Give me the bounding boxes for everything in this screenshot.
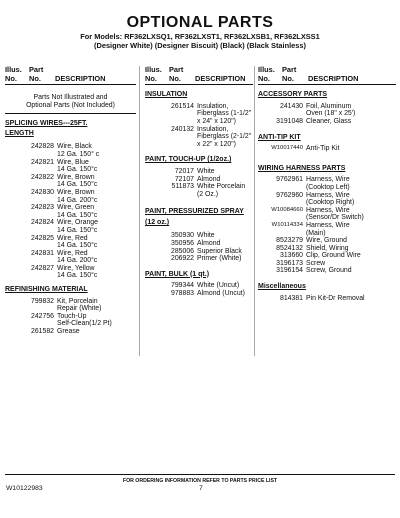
part-row [145,168,253,176]
part-row [5,235,136,250]
part-number: 3196173 [276,259,303,267]
part-row [145,126,253,149]
part-number: 242823 [31,204,54,212]
not-illustrated-note: Parts Not Illustrated and Optional Parts (Not Included) [5,91,136,114]
part-description: Harness, Wire (Main) [306,221,350,237]
part-description: Wire, Yellow 14 Ga. 150°c [57,264,98,280]
part-number: 242827 [31,264,54,272]
part-number: 242824 [31,219,54,227]
part-number: 242822 [31,173,54,181]
part-row [5,298,136,313]
section-title: Miscellaneous [258,283,306,291]
models-line: For Models: RF362LXSQ1, RF362LXST1, RF362LXSB1, RF362LXSS1 [80,32,320,41]
part-number: 799344 [171,282,194,290]
section-title: ANTI-TIP KIT [258,133,301,141]
part-number: 511873 [171,183,194,191]
part-header: Part No. [282,65,297,83]
description-header: DESCRIPTION [308,73,359,83]
part-number: W10114334 [271,221,303,228]
part-number: 242830 [31,188,54,196]
part-description: Touch-Up Self-Clean(1/2 Pt) [57,312,112,328]
part-row [258,192,396,207]
part-description: Grease [57,328,80,336]
part-row [5,219,136,234]
section-title: PAINT, BULK (1 qt.) [145,270,210,278]
description-header: DESCRIPTION [55,73,106,83]
part-number: 9762960 [276,191,303,199]
part-row [145,176,253,184]
part-description: Superior Black [197,247,242,255]
part-row [258,145,396,153]
part-row [145,183,253,198]
part-description: Cleaner, Glass [306,117,352,125]
description-header: DESCRIPTION [195,73,246,83]
section-title: ACCESSORY PARTS [258,91,328,99]
part-row [258,260,396,268]
part-number: 242825 [31,234,54,242]
part-row [258,118,396,126]
section-title: PAINT, PRESSURIZED SPRAY (12 oz.) [145,208,244,227]
part-description: Primer (White) [197,255,242,263]
part-row [5,265,136,280]
part-number: 3191048 [276,117,303,125]
part-number: 978883 [171,289,194,297]
part-number: 261582 [31,328,54,336]
part-number: 206922 [171,255,194,263]
part-number: 9762961 [276,176,303,184]
part-description: Wire, Orange 14 Ga. 150°c [57,219,98,234]
part-description: Almond [197,239,221,247]
part-description: Wire, Black 12 Ga. 150° c [57,143,100,158]
part-description: Shield, Wiring [306,244,349,252]
part-description: Wire, Ground [306,237,347,245]
part-number: 350930 [171,232,194,240]
part-row [5,159,136,174]
part-header: Part No. [29,65,44,83]
part-number: 72017 [174,167,194,175]
column-divider [254,66,255,356]
part-description: Wire, Blue 14 Ga. 150°c [57,158,98,174]
part-row [5,204,136,219]
part-number: 799832 [31,297,54,305]
part-number: 241430 [280,102,303,110]
part-number: 814381 [280,294,303,302]
part-header: Part No. [169,65,184,83]
part-row [145,103,253,126]
illus-header: Illus. No. [5,65,22,83]
ordering-notice: FOR ORDERING INFORMATION REFER TO PARTS PRICE LIST [122,478,278,484]
illus-header: Illus. No. [145,65,162,83]
part-number: 242756 [31,312,54,320]
part-number: 72107 [174,175,194,183]
document-number: W10122983 [6,485,43,492]
part-row [258,222,396,237]
part-description: Pin Kit-Dr Removal [306,294,365,302]
part-number: 242831 [31,249,54,257]
part-description: Insulation, Fiberglass (1-1/2" x 24" x 120") [197,102,252,125]
part-row [258,176,396,191]
column-header [145,66,253,85]
part-row [145,240,253,248]
part-number: W10017440 [271,145,303,152]
column-divider [139,66,140,356]
part-row [145,255,253,263]
part-row [5,328,136,336]
part-description: Harness, Wire (Sensor/Dr Switch) [306,206,364,222]
section-title: SPLICING WIRES---25FT. LENGTH [5,120,88,138]
part-row [5,250,136,265]
part-row [258,295,396,303]
part-row [5,174,136,189]
part-description: Harness, Wire (Cooktop Right) [306,191,355,207]
part-row [258,207,396,222]
section-title: WIRING HARNESS PARTS [258,164,346,172]
part-description: White [197,232,215,240]
part-number: 8523279 [276,237,303,245]
part-description: Foil, Aluminum Oven (18" x 25') [306,102,356,118]
part-row [145,232,253,240]
variants-line: (Designer White) (Designer Biscuit) (Black) (Black Stainless) [94,41,306,50]
part-row [145,282,253,290]
part-description: Clip, Ground Wire [306,252,361,260]
part-row [258,267,396,275]
part-description: Screw [306,259,326,267]
part-row [258,237,396,245]
part-number: 285006 [171,247,194,255]
part-description: White [197,167,215,175]
column-left [5,66,136,336]
part-description: Wire, Brown 14 Ga. 150°c [57,173,98,189]
part-row [145,248,253,256]
column-header [5,66,136,85]
part-description: Screw, Ground [306,267,352,275]
part-row [258,245,396,253]
part-row [258,252,396,260]
part-number: 261514 [171,102,194,110]
page-number: 7 [199,485,203,492]
section-title: REFINISHING MATERIAL [5,286,88,294]
part-row [258,103,396,118]
part-description: Harness, Wire (Cooktop Left) [306,176,350,191]
part-description: Insulation, Fiberglass (2-1/2" x 22" x 120") [197,125,252,148]
footer-rule [5,474,395,475]
part-number: 3196154 [276,267,303,275]
part-description: White Porcelain (2 Oz.) [197,183,246,198]
page-title: OPTIONAL PARTS [126,14,274,31]
part-number: 350956 [171,239,194,247]
section-title: INSULATION [145,91,188,99]
part-number: W10084660 [271,206,303,213]
part-description: Almond (Uncut) [197,289,245,297]
part-description: Wire, Red 14 Ga. 150°c [57,234,98,250]
part-description: Kit, Porcelain Repair (White) [57,297,102,313]
part-description: Wire, Green 14 Ga. 150°c [57,204,98,219]
part-row [5,143,136,158]
part-description: Wire, Brown 14 Ga. 200°c [57,188,98,204]
part-number: 8524132 [276,244,303,252]
part-description: Almond [197,175,221,183]
part-number: 240132 [171,125,194,133]
part-row [5,313,136,328]
illus-header: Illus. No. [258,65,275,83]
part-number: 242828 [31,143,54,151]
column-right [258,66,396,302]
part-description: Anti-Tip Kit [306,145,340,153]
section-title: PAINT, TOUCH-UP (1/2oz.) [145,156,232,164]
part-description: Wire, Red 14 Ga. 200°c [57,249,98,265]
part-number: 242821 [31,158,54,166]
column-middle [145,66,253,297]
column-header [258,66,396,85]
part-number: 313660 [280,252,303,260]
part-description: White (Uncut) [197,282,240,290]
part-row [5,189,136,204]
part-row [145,290,253,298]
